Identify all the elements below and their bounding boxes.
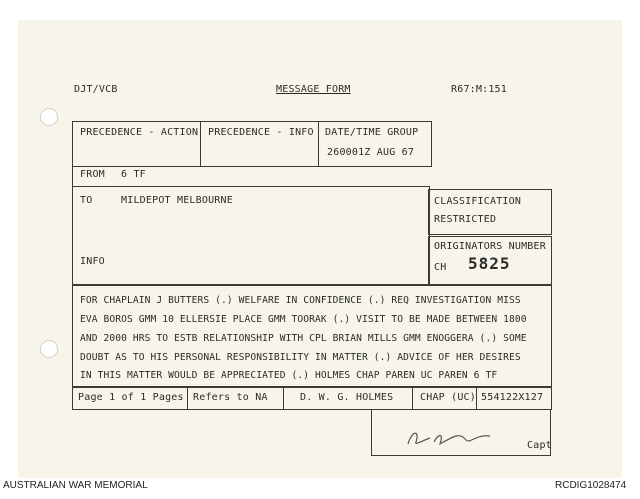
originator-name: D. W. G. HOLMES [300, 392, 394, 403]
message-line: FOR CHAPLAIN J BUTTERS (.) WELFARE IN CONFIDENCE (.) REQ INVESTIGATION MISS [80, 295, 521, 306]
message-line: DOUBT AS TO HIS PERSONAL RESPONSIBILITY IN MATTER (.) ADVICE OF HER DESIRES [80, 352, 521, 363]
archive-name: AUSTRALIAN WAR MEMORIAL [3, 480, 148, 491]
from-label: FROM [80, 169, 105, 180]
divider [371, 409, 372, 455]
punch-hole-bottom [40, 340, 58, 358]
divider [72, 165, 73, 186]
precedence-info-label: PRECEDENCE - INFO [208, 127, 314, 138]
message-line: EVA BOROS GMM 10 ELLERSIE PLACE GMM TOORAK (.) VISIT TO BE MADE BETWEEN 1800 [80, 314, 527, 325]
originator-service-number: 554122X127 [481, 392, 544, 403]
classification-label: CLASSIFICATION [434, 196, 522, 207]
divider [476, 387, 477, 409]
originator-rank: CHAP (UC) [420, 392, 476, 403]
divider [200, 121, 201, 166]
classification-value: RESTRICTED [434, 214, 497, 225]
signature-rank: Capt [527, 440, 552, 451]
punch-hole-top [40, 108, 58, 126]
archive-reference: RCDIG1028474 [555, 480, 627, 491]
refers-to: Refers to NA [193, 392, 268, 403]
form-title: MESSAGE FORM [276, 84, 351, 95]
divider [412, 387, 413, 409]
to-value: MILDEPOT MELBOURNE [121, 195, 233, 206]
originator-label: ORIGINATORS NUMBER [434, 241, 546, 252]
message-line: IN THIS MATTER WOULD BE APPRECIATED (.) HOLMES CHAP PAREN UC PAREN 6 TF [80, 370, 498, 381]
to-label: TO [80, 195, 93, 206]
divider [187, 387, 188, 409]
reference-initials: DJT/VCB [74, 84, 118, 95]
divider [371, 455, 551, 456]
divider [318, 121, 319, 166]
handwritten-signature [404, 426, 494, 450]
divider [283, 387, 284, 409]
message-line: AND 2000 HRS TO ESTB RELATIONSHIP WITH CPL BRIAN MILLS GMM ENOGGERA (.) SOME [80, 333, 527, 344]
page-count: Page 1 of 1 Pages [78, 392, 184, 403]
date-time-group-label: DATE/TIME GROUP [325, 127, 419, 138]
from-value: 6 TF [121, 169, 146, 180]
originator-number: 5825 [468, 254, 511, 273]
date-time-group-value: 260001Z AUG 67 [327, 147, 415, 158]
file-reference: R67:M:151 [451, 84, 507, 95]
precedence-action-label: PRECEDENCE - ACTION [80, 127, 199, 138]
info-label: INFO [80, 256, 105, 267]
originator-prefix: CH [434, 262, 447, 273]
